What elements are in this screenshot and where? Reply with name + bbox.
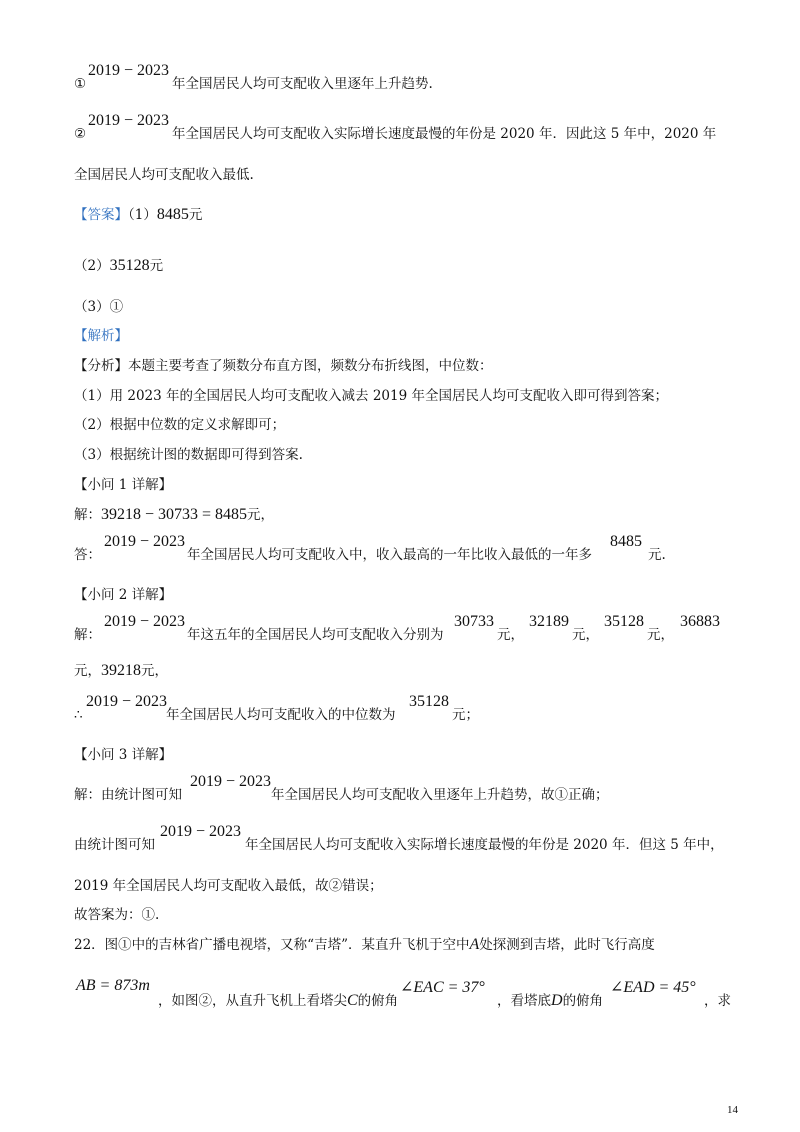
q3-line-2-text: 年全国居民人均可支配收入实际增长速度最慢的年份是 2020 年．但这 5 年中， bbox=[245, 837, 724, 853]
q2-solution-prefix: 解： bbox=[74, 627, 101, 643]
analysis-step-2: （2）根据中位数的定义求解即可； bbox=[74, 417, 286, 433]
year-range: 2019 − 2023 bbox=[86, 693, 168, 710]
year-range: 2019 − 2023 bbox=[88, 62, 170, 79]
q3-line-3: 2019 年全国居民人均可支配收入最低，故②错误； bbox=[74, 878, 383, 894]
angle-ead: ∠EAD = 45° bbox=[610, 979, 696, 996]
q1-expression: 39218 − 30733 = 8485 bbox=[101, 506, 248, 523]
income-value: 32189 bbox=[529, 613, 569, 630]
analysis-tag: 【解析】 bbox=[74, 328, 128, 344]
q1-solution-unit: 元， bbox=[247, 507, 275, 523]
income-value: 30733 bbox=[454, 613, 494, 630]
problem-22-text-5: ，看塔底 bbox=[497, 993, 551, 1009]
circle-2: ② bbox=[74, 126, 87, 142]
q3-line-2-prefix: 由统计图可知 bbox=[74, 837, 155, 853]
answer-line bbox=[74, 206, 202, 224]
point-d-label: D bbox=[551, 992, 563, 1009]
statement-2-cont: 全国居民人均可支配收入最低. bbox=[74, 167, 254, 183]
answer-1-value: 8485 bbox=[156, 206, 189, 223]
q1-answer-value: 8485 bbox=[610, 533, 642, 550]
answer-3-line: （3）① bbox=[74, 299, 124, 315]
income-value: 39218 bbox=[101, 662, 141, 679]
answer-1-prefix: （1） bbox=[128, 207, 157, 223]
income-value: 36883 bbox=[680, 613, 720, 630]
q3-solution-prefix: 解：由统计图可知 bbox=[74, 787, 182, 803]
analysis-line: 【分析】本题主要考查了频数分布直方图，频数分布折线图，中位数： bbox=[74, 358, 493, 374]
point-c-label: C bbox=[347, 992, 358, 1009]
statement-1-text: 年全国居民人均可支配收入里逐年上升趋势. bbox=[172, 76, 433, 92]
statement-2-text: 年全国居民人均可支配收入实际增长速度最慢的年份是 2020 年．因此这 5 年中，2020 年 bbox=[172, 126, 717, 142]
q1-solution bbox=[74, 506, 274, 524]
year-range: 2019 − 2023 bbox=[190, 773, 272, 790]
answer-2-value: 35128 bbox=[109, 257, 150, 274]
problem-22-text-6: 的俯角 bbox=[562, 993, 604, 1009]
income-unit: 元， bbox=[141, 663, 168, 679]
q3-solution-text: 年全国居民人均可支配收入里逐年上升趋势，故①正确； bbox=[271, 787, 609, 803]
analysis-step-3: （3）根据统计图的数据即可得到答案. bbox=[74, 447, 303, 463]
income-unit: 元， bbox=[647, 627, 674, 643]
statement-1 bbox=[74, 75, 86, 93]
q3-heading: 【小问 3 详解】 bbox=[74, 747, 173, 763]
angle-eac: ∠EAC = 37° bbox=[400, 979, 485, 996]
median-value: 35128 bbox=[409, 693, 449, 710]
problem-22 bbox=[74, 936, 655, 954]
final-answer: 故答案为：①. bbox=[74, 907, 160, 923]
income-value: 35128 bbox=[604, 613, 644, 630]
problem-22-text-7: ，求 bbox=[704, 993, 731, 1009]
statement-2 bbox=[74, 125, 86, 143]
q1-heading: 【小问 1 详解】 bbox=[74, 477, 173, 493]
problem-22-text-1: 22．图①中的吉林省广播电视塔，又称“吉塔”．某直升飞机于空中 bbox=[74, 937, 470, 953]
q2-continuation bbox=[74, 662, 168, 680]
answer-2-line bbox=[74, 257, 163, 275]
income-unit: 元， bbox=[497, 627, 524, 643]
height-equation: AB = 873m bbox=[76, 977, 150, 994]
page-number: 14 bbox=[727, 1104, 738, 1116]
therefore-symbol: ∴ bbox=[74, 707, 83, 723]
analysis-step-1: （1）用 2023 年的全国居民人均可支配收入减去 2019 年全国居民人均可支配收入即可得到答案； bbox=[74, 388, 668, 404]
median-unit: 元； bbox=[452, 707, 479, 723]
q1-answer-prefix: 答： bbox=[74, 547, 101, 563]
income-unit: 元， bbox=[572, 627, 599, 643]
year-range: 2019 − 2023 bbox=[104, 613, 186, 630]
year-range: 2019 − 2023 bbox=[104, 533, 186, 550]
answer-tag: 【答案】 bbox=[74, 207, 128, 223]
q2-heading: 【小问 2 详解】 bbox=[74, 587, 173, 603]
q1-answer-text: 年全国居民人均可支配收入中，收入最高的一年比收入最低的一年多 bbox=[187, 547, 592, 563]
q2-solution-text: 年这五年的全国居民人均可支配收入分别为 bbox=[187, 627, 444, 643]
answer-1-unit: 元 bbox=[188, 207, 203, 223]
q1-solution-prefix: 解： bbox=[74, 507, 101, 523]
problem-22-text-4: 的俯角 bbox=[357, 993, 399, 1009]
answer-2-unit: 元 bbox=[149, 258, 164, 274]
circle-1: ① bbox=[74, 76, 87, 92]
problem-22-text-3: ，如图②，从直升飞机上看塔尖 bbox=[158, 993, 347, 1009]
problem-22-line-2 bbox=[158, 992, 398, 1010]
q2-median-text: 年全国居民人均可支配收入的中位数为 bbox=[166, 707, 396, 723]
year-range: 2019 − 2023 bbox=[88, 112, 170, 129]
problem-22-text-2: 处探测到吉塔，此时飞行高度 bbox=[479, 937, 655, 953]
problem-22-line-2b bbox=[497, 992, 603, 1010]
income-unit: 元， bbox=[74, 663, 101, 679]
year-range: 2019 − 2023 bbox=[160, 823, 242, 840]
point-a-label: A bbox=[469, 936, 480, 953]
q1-answer-unit: 元. bbox=[648, 547, 666, 563]
answer-2-prefix: （2） bbox=[74, 258, 110, 274]
